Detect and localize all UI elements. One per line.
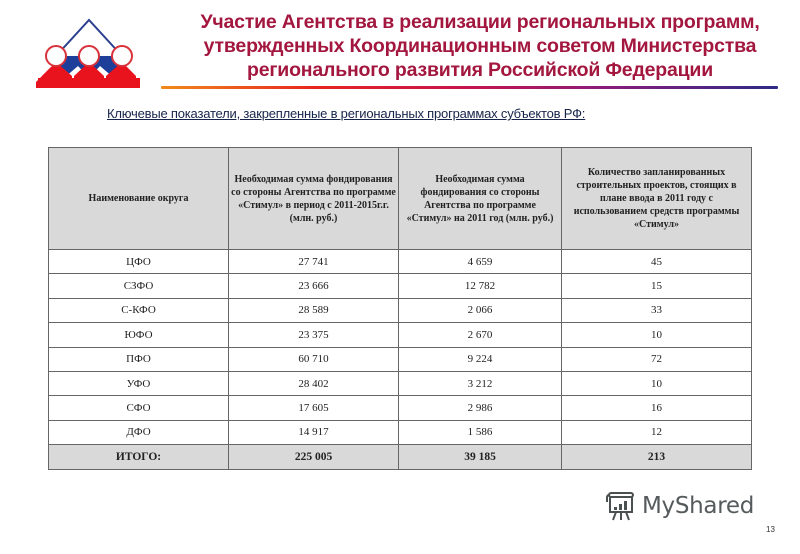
indicators-table bbox=[48, 147, 752, 470]
projects-count-cell: 15 bbox=[562, 274, 752, 298]
column-header-funding-2011-2015: Необходимая сумма фондирования со стороны Агентства по программе «Стимул» в период с 2011-2015г.г. (млн. руб.) bbox=[229, 148, 399, 250]
total-label: ИТОГО: bbox=[49, 445, 229, 469]
title-line-1: Участие Агентства в реализации региональных программ, bbox=[200, 11, 760, 33]
funding-2011-2015-cell: 23 375 bbox=[229, 323, 399, 347]
funding-2011-cell: 2 986 bbox=[399, 396, 562, 420]
funding-2011-2015-cell: 17 605 bbox=[229, 396, 399, 420]
projects-count-cell: 10 bbox=[562, 371, 752, 395]
funding-2011-cell: 3 212 bbox=[399, 371, 562, 395]
page-title bbox=[160, 10, 800, 82]
district-cell: СЗФО bbox=[49, 274, 229, 298]
table-row bbox=[49, 274, 752, 298]
district-cell: ЮФО bbox=[49, 323, 229, 347]
presentation-board-icon bbox=[606, 490, 636, 522]
table-header-row bbox=[49, 148, 752, 250]
table-row bbox=[49, 347, 752, 371]
total-funding-2011: 39 185 bbox=[399, 445, 562, 469]
funding-2011-2015-cell: 27 741 bbox=[229, 250, 399, 274]
funding-2011-2015-cell: 28 589 bbox=[229, 298, 399, 322]
funding-2011-cell: 12 782 bbox=[399, 274, 562, 298]
funding-2011-cell: 2 066 bbox=[399, 298, 562, 322]
section-subtitle: Ключевые показатели, закрепленные в региональных программах субъектов РФ: bbox=[107, 106, 586, 121]
column-header-district: Наименование округа bbox=[49, 148, 229, 250]
title-line-2: утвержденных Координационным советом Министерства bbox=[203, 35, 757, 57]
district-cell: УФО bbox=[49, 371, 229, 395]
table-row bbox=[49, 371, 752, 395]
table-row bbox=[49, 323, 752, 347]
total-projects-count: 213 bbox=[562, 445, 752, 469]
funding-2011-2015-cell: 14 917 bbox=[229, 420, 399, 444]
table-row bbox=[49, 420, 752, 444]
indicators-table-container bbox=[48, 147, 751, 470]
district-cell: ДФО bbox=[49, 420, 229, 444]
myshared-watermark bbox=[606, 490, 754, 522]
table-total-row bbox=[49, 445, 752, 469]
funding-2011-cell: 9 224 bbox=[399, 347, 562, 371]
funding-2011-2015-cell: 23 666 bbox=[229, 274, 399, 298]
district-cell: СФО bbox=[49, 396, 229, 420]
table-row bbox=[49, 396, 752, 420]
district-cell: С-КФО bbox=[49, 298, 229, 322]
total-funding-2011-2015: 225 005 bbox=[229, 445, 399, 469]
district-cell: ЦФО bbox=[49, 250, 229, 274]
funding-2011-2015-cell: 28 402 bbox=[229, 371, 399, 395]
table-row bbox=[49, 298, 752, 322]
title-divider bbox=[161, 86, 778, 89]
projects-count-cell: 10 bbox=[562, 323, 752, 347]
table-row bbox=[49, 250, 752, 274]
projects-count-cell: 45 bbox=[562, 250, 752, 274]
projects-count-cell: 16 bbox=[562, 396, 752, 420]
column-header-funding-2011: Необходимая сумма фондирования со стороны Агентства по программе «Стимул» на 2011 год (млн. руб.) bbox=[399, 148, 562, 250]
agency-logo-icon bbox=[34, 16, 144, 92]
projects-count-cell: 12 bbox=[562, 420, 752, 444]
projects-count-cell: 72 bbox=[562, 347, 752, 371]
funding-2011-cell: 1 586 bbox=[399, 420, 562, 444]
funding-2011-cell: 2 670 bbox=[399, 323, 562, 347]
funding-2011-2015-cell: 60 710 bbox=[229, 347, 399, 371]
title-line-3: регионального развития Российской Федерации bbox=[247, 59, 713, 81]
column-header-projects-count: Количество запланированных строительных проектов, стоящих в плане ввода в 2011 году с использованием средств программы «Стимул» bbox=[562, 148, 752, 250]
watermark-text: MyShared bbox=[642, 493, 755, 519]
funding-2011-cell: 4 659 bbox=[399, 250, 562, 274]
district-cell: ПФО bbox=[49, 347, 229, 371]
page-number: 13 bbox=[766, 525, 775, 534]
projects-count-cell: 33 bbox=[562, 298, 752, 322]
